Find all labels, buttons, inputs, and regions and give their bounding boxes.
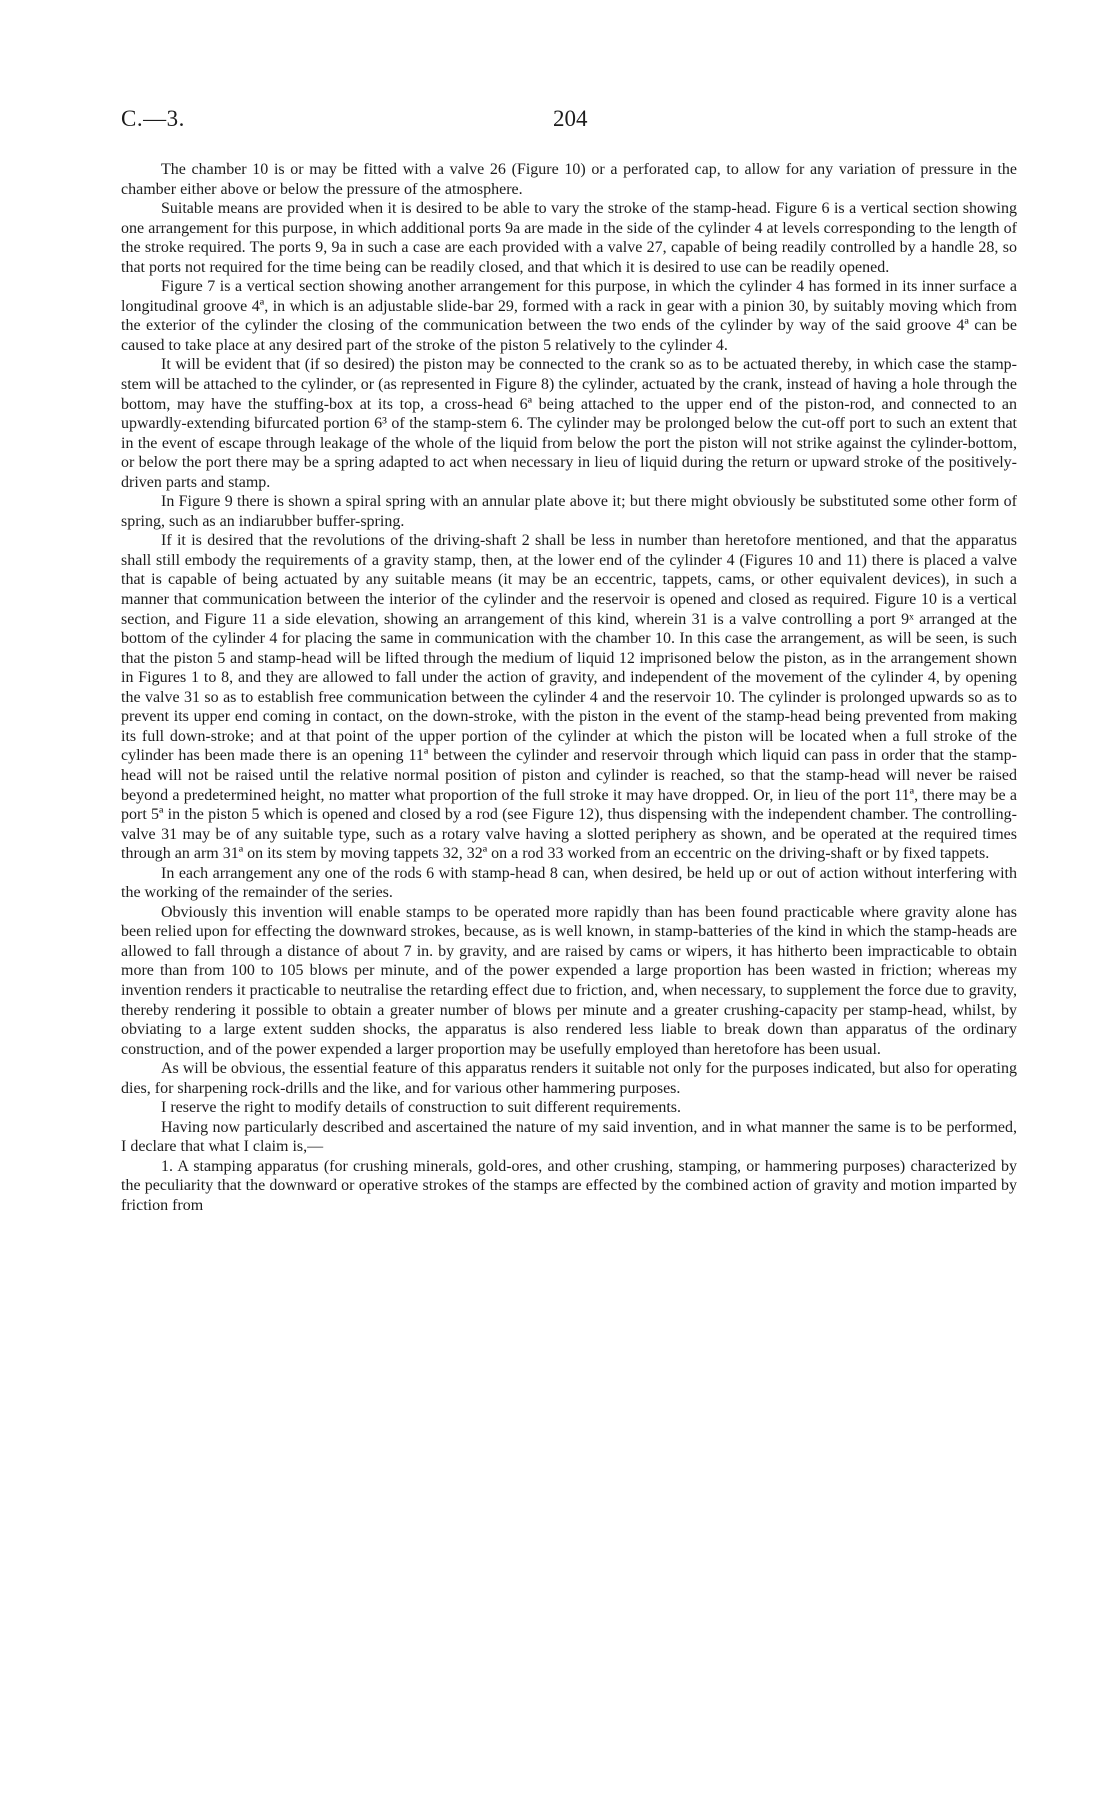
document-reference: C.—3.	[121, 106, 185, 131]
body-text	[121, 160, 1017, 1216]
page-number: 204	[553, 106, 588, 131]
paragraph-figure-8: It will be evident that (if so desired) the piston may be connected to the crank so as to be actuated thereby, in which case the stamp-stem will be attached to the cylinder, or (as represented in Figure 8) the cylinder, actuated by the crank, instead of having a hole through the bottom, may have the stuffing-box at its top, a cross-head 6ª being attached to the upper end of the piston-rod, and connected to an upwardly-extending bifurcated portion 6³ of the stamp-stem 6. The cylinder may be prolonged below the cut-off port to such an extent that in the event of escape through leakage of the whole of the liquid from below the port the piston will not strike against the cylinder-bottom, or below the port there may be a spring adapted to act when necessary in lieu of liquid during the return or upward stroke of the positively-driven parts and stamp.	[121, 356, 1017, 491]
paragraph-rods: In each arrangement any one of the rods 6 with stamp-head 8 can, when desired, be held up or out of action without interfering with the working of the remainder of the series.	[121, 864, 1017, 902]
paragraph-other-uses: As will be obvious, the essential feature of this apparatus renders it suitable not only for the purposes indicated, but also for operating dies, for sharpening rock-drills and the like, and for various other hammering purposes.	[121, 1060, 1017, 1097]
page-header	[121, 106, 991, 138]
paragraph-declaration: Having now particularly described and ascertained the nature of my said invention, and in what manner the same is to be performed, I declare that what I claim is,—	[121, 1118, 1017, 1156]
paragraph-reservation: I reserve the right to modify details of construction to suit different requirements.	[161, 1099, 682, 1117]
paragraph-claim-1: 1. A stamping apparatus (for crushing minerals, gold-ores, and other crushing, stamping, or hammering purposes) characterized by the peculiarity that the downward or operative strokes of the stamps are effected by the combined action of gravity and motion imparted by friction from	[121, 1157, 1017, 1214]
paragraph-chamber-valve: The chamber 10 is or may be fitted with a valve 26 (Figure 10) or a perforated cap, to allow for any variation of pressure in the chamber either above or below the pressure of the atmosphere.	[121, 161, 1017, 198]
paragraph-stroke-adjustment: Suitable means are provided when it is desired to be able to vary the stroke of the stamp-head. Figure 6 is a vertical section showing one arrangement for this purpose, in which additional ports 9a are made in the side of the cylinder 4 at levels corresponding to the length of the stroke required. The ports 9, 9a in such a case are each provided with a valve 27, capable of being readily controlled by a handle 28, so that ports not required for the time being can be readily closed, and that which it is desired to use can be readily opened.	[121, 200, 1017, 276]
paragraph-advantages: Obviously this invention will enable stamps to be operated more rapidly than has been found practicable where gravity alone has been relied upon for effecting the downward strokes, because, as is well known, in stamp-batteries of the kind in which the stamp-heads are allowed to fall through a distance of about 7 in. by gravity, and are raised by cams or wipers, it has hitherto been impracticable to obtain more than from 100 to 105 blows per minute, and of the power expended a large proportion has been wasted in friction; whereas my invention renders it practicable to neutralise the retarding effect due to friction, and, when necessary, to supplement the force due to gravity, thereby rendering it possible to obtain a greater number of blows per minute and a greater crushing-capacity per stamp-head, whilst, by obviating to a large extent sudden shocks, the apparatus is also rendered less liable to break down than apparatus of the ordinary construction, and of the power expended a larger proportion may be usefully employed than heretofore has been usual.	[121, 903, 1017, 1058]
paragraph-figure-7: Figure 7 is a vertical section showing another arrangement for this purpose, in which the cylinder 4 has formed in its inner surface a longitudinal groove 4ª, in which is an adjustable slide-bar 29, formed with a rack in gear with a pinion 30, by suitably moving which from the exterior of the cylinder the closing of the communication between the two ends of the cylinder by way of the said groove 4ª can be caused to take place at any desired part of the stroke of the piston 5 relatively to the cylinder 4.	[121, 278, 1017, 354]
paragraph-figure-9: In Figure 9 there is shown a spiral spring with an annular plate above it; but there might obviously be substituted some other form of spring, such as an indiarubber buffer-spring.	[121, 493, 1017, 530]
paragraph-figures-10-11: If it is desired that the revolutions of the driving-shaft 2 shall be less in number than heretofore mentioned, and that the apparatus shall still embody the requirements of a gravity stamp, then, at the lower end of the cylinder 4 (Figures 10 and 11) there is placed a valve that is capable of being actuated by any suitable means (it may be an eccentric, tappets, cams, or other equivalent devices), in such a manner that communication between the interior of the cylinder and the reservoir is opened and closed as required. Figure 10 is a vertical section, and Figure 11 a side elevation, showing an arrangement of this kind, wherein 31 is a valve controlling a port 9ˣ arranged at the bottom of the cylinder 4 for placing the same in communication with the chamber 10. In this case the arrangement, as will be seen, is such that the piston 5 and stamp-head will be lifted through the medium of liquid 12 imprisoned below the piston, as in the arrangement shown in Figures 1 to 8, and they are allowed to fall under the action of gravity, and independent of the movement of the cylinder 4, by opening the valve 31 so as to establish free communication between the cylinder 4 and the reservoir 10. The cylinder is prolonged upwards so as to prevent its upper end coming in contact, on the down-stroke, with the piston in the event of the stamp-head being prevented from making its full down-stroke; and at that point of the upper portion of the cylinder at which the piston will be located when a full stroke of the cylinder has been made there is an opening 11ª between the cylinder and reservoir through which liquid can pass in order that the stamp-head will not be raised until the relative normal position of piston and cylinder is reached, so that the stamp-head will never be raised beyond a predetermined height, no matter what proportion of the full stroke it may have dropped. Or, in lieu of the port 11ª, there may be a port 5ª in the piston 5 which is opened and closed by a rod (see Figure 12), thus dispensing with the independent chamber. The controlling-valve 31 may be of any suitable type, such as a rotary valve having a slotted periphery as shown, and be operated at the required times through an arm 31ª on its stem by moving tappets 32, 32ª on a rod 33 worked from an eccentric on the driving-shaft or by fixed tappets.	[121, 532, 1017, 863]
